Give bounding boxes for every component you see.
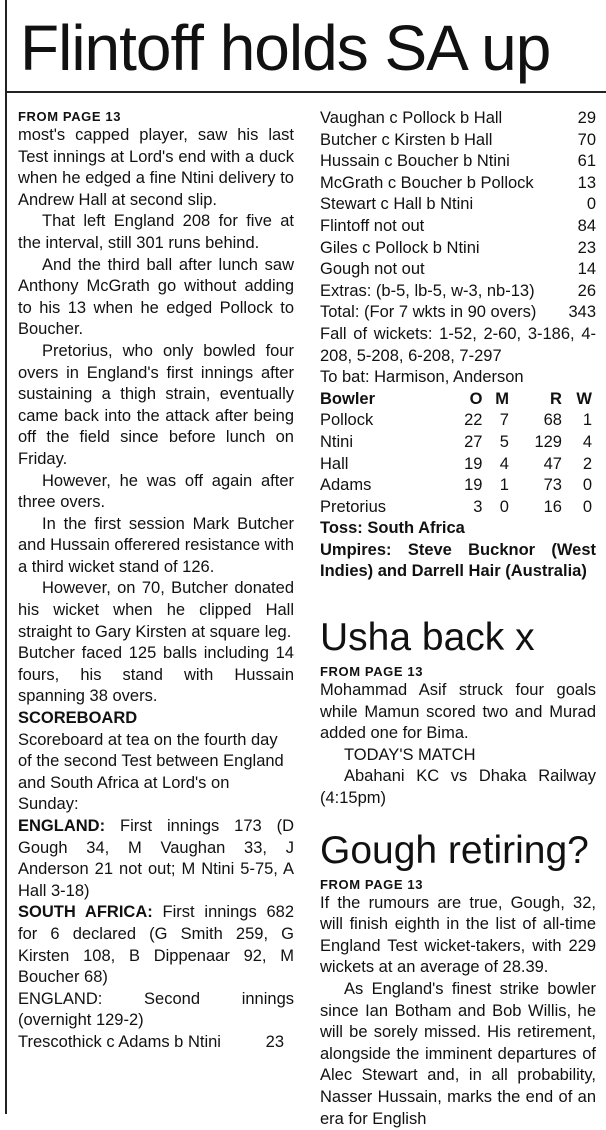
batting-row xyxy=(320,216,596,238)
bowler-overs: 27 xyxy=(464,432,483,451)
batting-row xyxy=(320,130,596,152)
bowler-maidens: 0 xyxy=(499,497,509,516)
bowler-name: Pollock xyxy=(320,411,374,430)
bowler-wickets: 4 xyxy=(582,432,592,451)
from-page-label: FROM PAGE 13 xyxy=(320,876,424,892)
gough-article xyxy=(320,826,596,1130)
scoreboard-heading: SCOREBOARD xyxy=(18,709,138,728)
bowler-name: Pretorius xyxy=(320,497,387,516)
usha-headline: Usha back x xyxy=(320,616,535,660)
bowling-row xyxy=(320,497,592,519)
batsman-runs: 14 xyxy=(577,260,596,279)
england-first-innings xyxy=(18,816,294,902)
bowler-overs: 22 xyxy=(464,411,483,430)
gough-paragraph: As England's finest strike bowler since Ian Botham and Bob Willis, he will be sorely missed. His retirement, alongside the imminent departures of Alec Stewart and, in all probability, Nasser Hussain, marks the end of an era for English xyxy=(320,980,596,1128)
batsman-name: Vaughan c Pollock b Hall xyxy=(320,109,503,127)
batting-row xyxy=(320,108,596,130)
batsman-name: McGrath c Boucher b Pollock xyxy=(320,173,534,192)
bowler-runs: 16 xyxy=(543,497,562,516)
batting-row xyxy=(320,194,596,216)
toss-result: Toss: South Africa xyxy=(320,519,465,538)
bowler-wickets: 0 xyxy=(582,476,592,495)
page-headline: Flintoff holds SA up xyxy=(20,12,551,84)
bowling-row xyxy=(320,410,592,432)
batting-row xyxy=(320,259,596,281)
batsman-name: Butcher c Kirsten b Hall xyxy=(320,130,493,149)
from-page-label: FROM PAGE 13 xyxy=(18,109,122,124)
bowling-header: O xyxy=(469,389,483,408)
bowler-overs: 3 xyxy=(473,497,483,516)
bowler-maidens: 1 xyxy=(499,476,509,495)
right-column xyxy=(320,108,596,1130)
article-paragraph: However, he was off again after three overs. xyxy=(18,471,294,512)
todays-match: Abahani KC vs Dhaka Railway (4:15pm) xyxy=(320,767,596,808)
total-runs: 343 xyxy=(568,303,596,322)
batsman-runs: 70 xyxy=(577,130,596,149)
article-paragraph: Pretorius, who only bowled four overs in England's first innings after sustaining a thigh strain, eventually came back into the attack after being off the field since before lunch on Friday. xyxy=(18,341,294,468)
article-paragraph: That left England 208 for five at the interval, still 301 runs behind. xyxy=(18,212,294,252)
bowling-row xyxy=(320,454,592,476)
batting-row xyxy=(18,1032,284,1054)
england-label: ENGLAND: xyxy=(18,817,106,835)
bowler-maidens: 7 xyxy=(499,411,509,430)
bowler-runs: 68 xyxy=(543,411,562,430)
batsman-runs: 0 xyxy=(586,195,596,214)
batsman-name: Gough not out xyxy=(320,260,425,279)
to-bat: To bat: Harmison, Anderson xyxy=(320,368,524,387)
bowler-maidens: 4 xyxy=(499,454,509,473)
batsman-runs: 13 xyxy=(577,173,596,192)
batting-row xyxy=(320,238,596,260)
batsman-name: Giles c Pollock b Ntini xyxy=(320,238,480,257)
article-paragraph: And the third ball after lunch saw Anthony McGrath go without adding to his 13 when he edged Pollock to Boucher. xyxy=(18,255,294,339)
extras-runs: 26 xyxy=(577,281,596,300)
bowler-overs: 19 xyxy=(464,454,483,473)
batsman-name: Trescothick c Adams b Ntini xyxy=(18,1032,221,1051)
bowler-runs: 47 xyxy=(543,454,562,473)
bowling-row xyxy=(320,432,592,454)
batting-row xyxy=(320,151,596,173)
bowling-header: W xyxy=(576,389,592,408)
gough-paragraph: If the rumours are true, Gough, 32, will finish eighth in the list of all-time England Test wicket-takers, with 229 wickets at an average of 28.39. xyxy=(320,893,596,977)
gough-headline: Gough retiring? xyxy=(320,828,589,872)
england-first-text: First innings 173 (D Gough 34, M Vaughan 33, J Anderson 21 not out; M Ntini 5-75, A Hall 3-18) xyxy=(18,817,294,900)
batsman-runs: 23 xyxy=(265,1032,284,1051)
bowler-wickets: 1 xyxy=(582,411,592,430)
article-paragraph: In the first session Mark Butcher and Hussain offerered resistance with a third wicket stand of 126. xyxy=(18,514,294,576)
usha-article xyxy=(320,613,596,810)
total-label: Total: (For 7 wkts in 90 overs) xyxy=(320,303,537,322)
headline-rule xyxy=(7,91,606,93)
batsman-name: Stewart c Hall b Ntini xyxy=(320,195,474,214)
left-column xyxy=(18,108,294,1054)
batting-row xyxy=(320,173,596,195)
usha-body: Mohammad Asif struck four goals while Mamun scored two and Murad added one for Bima. xyxy=(320,681,596,743)
bowling-row xyxy=(320,475,592,497)
bowling-header-row xyxy=(320,389,592,411)
from-page-label: FROM PAGE 13 xyxy=(320,664,424,680)
bowler-runs: 73 xyxy=(543,476,562,495)
sa-first-text: First innings 682 for 6 declared (G Smith 259, G Kirsten 108, B Dippenaar 92, M Boucher 68) xyxy=(18,903,295,987)
bowler-maidens: 5 xyxy=(499,432,509,451)
batsman-runs: 84 xyxy=(577,216,596,235)
bowler-name: Ntini xyxy=(320,432,354,451)
bowler-overs: 19 xyxy=(464,476,483,495)
article-paragraph: However, on 70, Butcher donated his wicket when he clipped Hall straight to Gary Kirsten at square leg. xyxy=(18,579,294,641)
umpires: Umpires: Steve Bucknor (West Indies) and Darrell Hair (Australia) xyxy=(320,540,596,581)
batsman-runs: 29 xyxy=(577,109,596,127)
bowler-wickets: 2 xyxy=(582,454,592,473)
england-second-innings: ENGLAND: Second innings (overnight 129-2) xyxy=(18,989,294,1030)
bowler-name: Adams xyxy=(320,476,372,495)
bowling-table xyxy=(320,389,592,519)
extras-label: Extras: (b-5, lb-5, w-3, nb-13) xyxy=(320,281,535,300)
batsman-runs: 23 xyxy=(577,238,596,257)
bowling-header: R xyxy=(550,389,562,408)
sa-first-innings xyxy=(18,902,294,988)
extras-row xyxy=(320,281,596,303)
batsman-runs: 61 xyxy=(577,152,596,171)
fall-of-wickets: Fall of wickets: 1-52, 2-60, 3-186, 4-208, 5-208, 6-208, 7-297 xyxy=(320,324,596,365)
batting-card xyxy=(320,108,596,324)
todays-match-label: TODAY'S MATCH xyxy=(344,745,476,764)
batsman-name: Flintoff not out xyxy=(320,216,425,235)
batsman-name: Hussain c Boucher b Ntini xyxy=(320,152,510,171)
bowling-header: M xyxy=(495,389,509,408)
bowling-header: Bowler xyxy=(320,389,376,408)
article-paragraph: most's capped player, saw his last Test innings at Lord's end with a duck when he edged a fine Ntini delivery to Andrew Hall at second slip. xyxy=(18,126,294,209)
article-paragraph: Butcher faced 125 balls including 14 fours, his stand with Hussain spanning 38 overs. xyxy=(18,644,294,706)
sa-label: SOUTH AFRICA: xyxy=(18,903,153,922)
bowler-runs: 129 xyxy=(534,432,562,451)
scoreboard-intro: Scoreboard at tea on the fourth day of the second Test between England and South Africa at Lord's on Sunday: xyxy=(18,730,284,814)
bowler-wickets: 0 xyxy=(582,497,592,516)
page-border xyxy=(5,0,7,1114)
total-row xyxy=(320,302,596,324)
bowler-name: Hall xyxy=(320,454,349,473)
